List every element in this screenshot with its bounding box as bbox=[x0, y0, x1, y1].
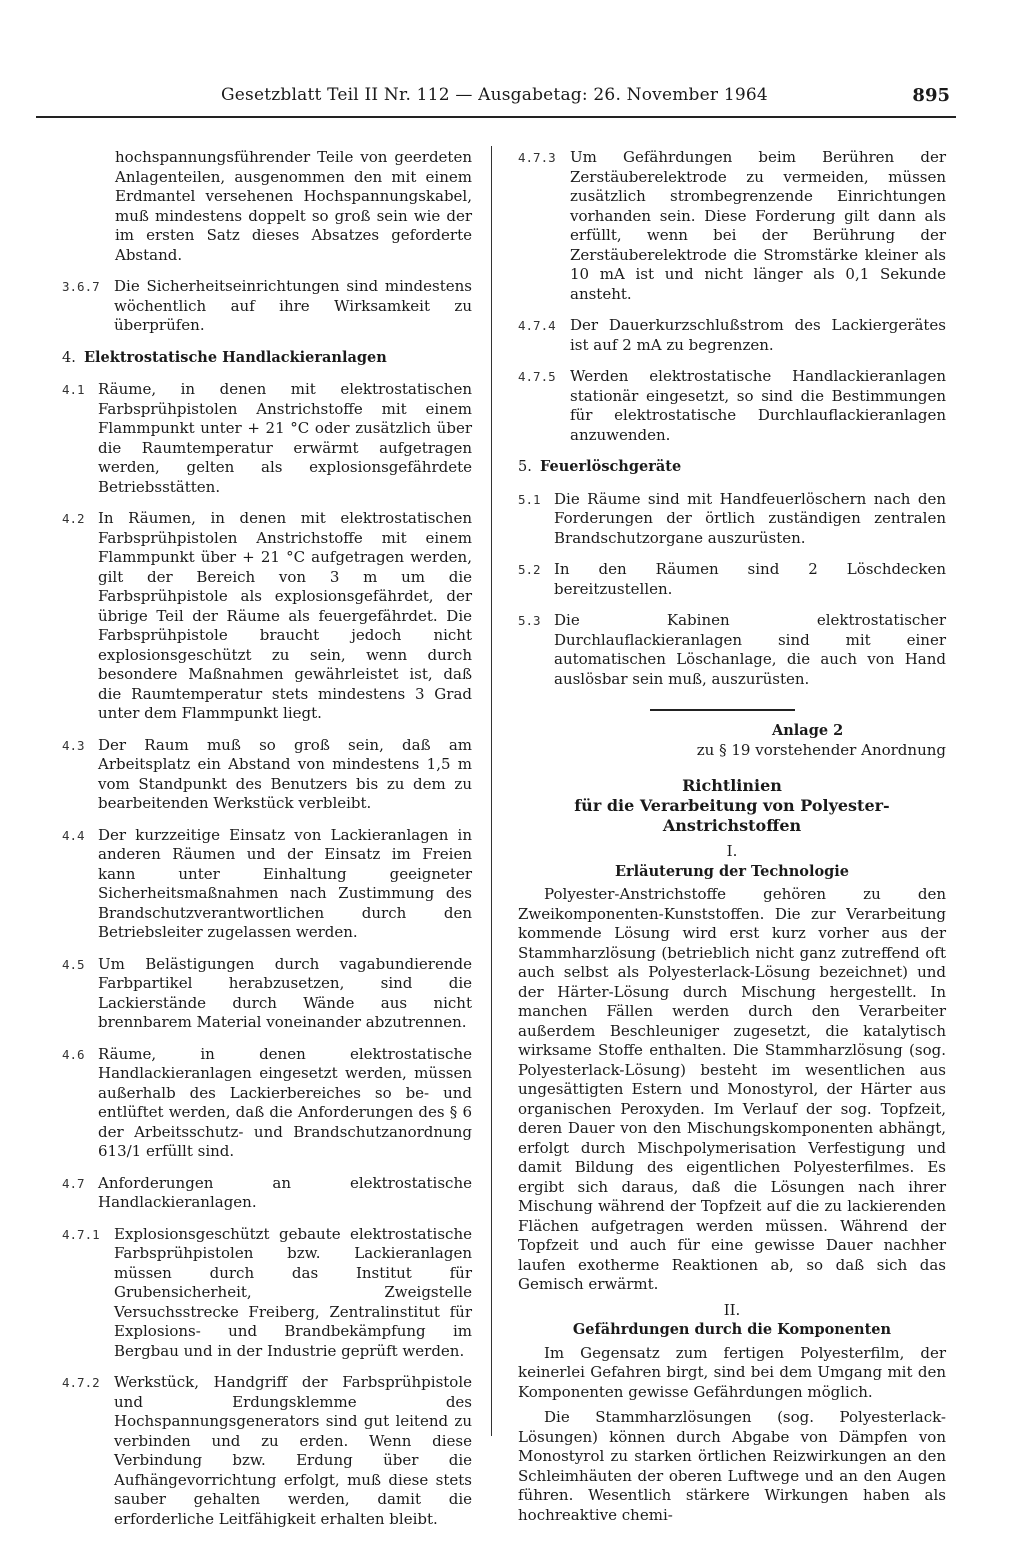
item-number: 4.5 bbox=[62, 956, 85, 972]
guidelines-subheading: für die Verarbeitung von Polyester-Anstrichstoffen bbox=[574, 796, 890, 835]
section-title: Feuerlöschgeräte bbox=[540, 458, 682, 475]
item-5-1 bbox=[518, 490, 946, 549]
item-4-7 bbox=[62, 1174, 472, 1213]
item-number: 4.7.3 bbox=[518, 150, 556, 165]
section-number: 5. bbox=[518, 459, 532, 475]
item-4-2 bbox=[62, 509, 472, 724]
section-heading-4 bbox=[62, 348, 472, 369]
item-number: 4.2 bbox=[62, 511, 85, 526]
annex-title: Anlage 2 bbox=[772, 722, 844, 739]
item-text: Der Dauerkurzschlußstrom des Lackiergerätes ist auf 2 mA zu begrenzen. bbox=[570, 316, 946, 354]
part-numeral-2: II. bbox=[723, 1300, 741, 1319]
item-number: 4.3 bbox=[62, 737, 85, 753]
item-number: 5.1 bbox=[518, 491, 541, 507]
paragraph: Die Stammharzlösungen (sog. Polyesterlack-Lösungen) können durch Abgabe von Dämpfen von Monostyrol zu starken örtlichen Reizwirkungen an den Schleimhäuten der oberen Luftwege und an den Augen führen. Wesentlich stärkere Wirkungen haben als hochreaktive chemi- bbox=[518, 1408, 946, 1524]
item-number: 5.2 bbox=[518, 562, 541, 577]
item-text: Räume, in denen mit elektrostatischen Farbsprühpistolen Anstrichstoffe mit einem Flammpunkt unter + 21 °C oder zusätzlich über die Raumtemperatur erwärmt aufgetragen werden, gelten als explosionsgefährdete Betriebsstätten. bbox=[98, 380, 472, 496]
item-text: Um Gefährdungen beim Berühren der Zerstäuberelektrode zu vermeiden, müssen zusätzlich strombegrenzende Einrichtungen vorhanden sein. Diese Forderung gilt dann als erfüllt, wenn bei der Berührung der Zerstäuberelektrode die Stromstärke kleiner als 10 mA ist und nicht länger als 0,1 Sekunde ansteht. bbox=[570, 148, 946, 303]
item-number: 4.7.5 bbox=[518, 369, 556, 384]
part-title-1: Erläuterung der Technologie bbox=[614, 862, 849, 880]
section-heading-5 bbox=[518, 457, 946, 478]
left-column bbox=[62, 148, 472, 1541]
item-5-2 bbox=[518, 560, 946, 599]
item-text: Die Kabinen elektrostatischer Durchlauflackieranlagen sind mit einer automatischen Löschanlage, die auch von Hand auslösbar sein muß, auszurüsten. bbox=[554, 611, 946, 688]
page-header bbox=[36, 86, 956, 116]
item-text: In den Räumen sind 2 Löschdecken bereitzustellen. bbox=[554, 560, 946, 598]
item-number: 4.7 bbox=[62, 1175, 85, 1191]
part-title-2: Gefährdungen durch die Komponenten bbox=[572, 1321, 892, 1338]
item-number: 4.7.4 bbox=[518, 318, 556, 333]
item-4-7-3 bbox=[518, 148, 946, 304]
continued-paragraph: hochspannungsführender Teile von geerdeten Anlagenteilen, ausgenommen den mit einem Erdmantel versehenen Hochspannungskabel, muß mindestens doppelt so groß sein wie der im ersten Satz dieses Absatzes geforderte Abstand. bbox=[115, 148, 472, 264]
section-title: Elektrostatische Handlackieranlagen bbox=[84, 348, 387, 366]
item-4-7-4 bbox=[518, 316, 946, 355]
section-divider bbox=[650, 709, 795, 711]
item-number: 3.6.7 bbox=[62, 279, 100, 294]
paragraph: Im Gegensatz zum fertigen Polyesterfilm, der keinerlei Gefahren birgt, sind bei dem Umgang mit den Komponenten gewisse Gefährdungen möglich. bbox=[518, 1343, 946, 1401]
item-5-3 bbox=[518, 611, 946, 689]
item-4-7-2 bbox=[62, 1373, 472, 1529]
item-4-7-5 bbox=[518, 367, 946, 445]
item-text: Der Raum muß so groß sein, daß am Arbeitsplatz ein Abstand von mindestens 1,5 m vom Standpunkt des Benutzers bis zu dem zu bearbeitenden Werkstück verbleibt. bbox=[98, 735, 472, 812]
item-number: 4.1 bbox=[62, 382, 85, 397]
item-text: Werkstück, Handgriff der Farbsprühpistole und Erdungsklemme des Hochspannungsgenerators sind gut leitend zu verbinden und zu erden. Wenn diese Verbindung bzw. Erdung über die Aufhängevorrichtung erfolgt, muß diese stets sauber gehalten werden, damit die erforderliche Leitfähigkeit erhalten bleibt. bbox=[114, 1373, 472, 1528]
item-number: 5.3 bbox=[518, 613, 541, 628]
item-text: In Räumen, in denen mit elektrostatischen Farbsprühpistolen Anstrichstoffe mit einem Flammpunkt über + 21 °C aufgetragen werden, gilt der Bereich von 3 m um die Farbsprühpistole als explosionsgefährdet, der übrige Teil der Räume als feuergefährdet. Die Farbsprühpistole braucht jedoch nicht explosionsgeschützt zu sein, wenn durch besondere Maßnahmen gewährleistet ist, daß die Raumtemperatur stets mindestens 3 Grad unter dem Flammpunkt liegt. bbox=[98, 509, 472, 722]
header-title: Gesetzblatt Teil II Nr. 112 — Ausgabetag: 26. November 1964 bbox=[221, 85, 768, 105]
item-number: 4.7.2 bbox=[62, 1375, 100, 1390]
item-text: Die Räume sind mit Handfeuerlöschern nach den Forderungen der örtlich zuständigen zentralen Brandschutzorgane auszurüsten. bbox=[554, 489, 946, 547]
paragraph: Polyester-Anstrichstoffe gehören zu den Zweikomponenten-Kunststoffen. Die zur Verarbeitung kommende Lösung wird erst kurz vorher aus der Stammharzlösung (betrieblich nicht ganz zutreffend oft auch selbst als Polyesterlack-Lösung bezeichnet) und der Härter-Lösung durch Mischung hergestellt. In manchen Fällen werden durch den Verarbeiter außerdem Beschleuniger zugesetzt, die katalytisch wirksame Stoffe enthalten. Die Stammharzlösung (sog. Polyesterlack-Lösung) besteht im wesentlichen aus ungesättigten Estern und Monostyrol, der Härter aus organischen Peroxyden. Im Verlauf der sog. Topfzeit, deren Dauer von den Mischungskomponenten abhängt, erfolgt durch Mischpolymerisation Verfestigung und damit Bildung des eigentlichen Polyesterfilmes. Es ergibt sich daraus, daß die Lösungen nach ihrer Mischung während der Topfzeit auf die zu lackierenden Flächen aufgetragen werden müssen. Während der Topfzeit und auch für eine gewisse Dauer nachher laufen exotherme Reaktionen ab, so daß sich das Gemisch erwärmt. bbox=[518, 885, 946, 1293]
item-text: Um Belästigungen durch vagabundierende Farbpartikel herabzusetzen, sind die Lackierstände durch Wände aus nicht brennbarem Material voneinander abzutrennen. bbox=[98, 954, 472, 1031]
item-text: Räume, in denen elektrostatische Handlackieranlagen eingesetzt werden, müssen außerhalb des Lackierbereiches so be- und entlüftet werden, daß die Anforderungen des § 6 der Arbeitsschutz- und Brandschutzanordnung 613/1 erfüllt sind. bbox=[98, 1044, 472, 1160]
item-4-4 bbox=[62, 826, 472, 943]
item-4-5 bbox=[62, 955, 472, 1033]
item-3-6-7 bbox=[62, 277, 472, 336]
item-4-3 bbox=[62, 736, 472, 814]
item-text: Anforderungen an elektrostatische Handlackieranlagen. bbox=[98, 1173, 472, 1211]
item-4-1 bbox=[62, 380, 472, 497]
right-column bbox=[518, 148, 946, 1531]
item-number: 4.4 bbox=[62, 827, 85, 843]
item-text: Der kurzzeitige Einsatz von Lackieranlagen in anderen Räumen und der Einsatz im Freien kann unter Einhaltung geeigneter Sicherheitsmaßnahmen nach Zustimmung des Brandschutzverantwortlichen durch den Betriebsleiter zugelassen werden. bbox=[98, 825, 472, 941]
item-text: Werden elektrostatische Handlackieranlagen stationär eingesetzt, so sind die Bestimmungen für elektrostatische Durchlauflackieranlagen anzuwenden. bbox=[570, 367, 946, 444]
page-number: 895 bbox=[912, 85, 950, 106]
column-divider bbox=[491, 146, 492, 1436]
item-number: 4.6 bbox=[62, 1046, 85, 1062]
annex-subtitle: zu § 19 vorstehender Anordnung bbox=[696, 740, 946, 759]
section-number: 4. bbox=[62, 349, 76, 366]
item-number: 4.7.1 bbox=[62, 1226, 100, 1242]
item-4-7-1 bbox=[62, 1225, 472, 1362]
header-rule bbox=[36, 116, 956, 118]
part-numeral-1: I. bbox=[726, 842, 738, 860]
item-4-6 bbox=[62, 1045, 472, 1162]
item-text: Explosionsgeschützt gebaute elektrostatische Farbsprühpistolen bzw. Lackieranlagen müssen durch das Institut für Grubensicherheit, Zweigstelle Versuchsstrecke Freiberg, Zentralinstitut für Explosions- und Brandbekämpfung im Bergbau und in der Industrie geprüft werden. bbox=[114, 1224, 472, 1360]
guidelines-heading: Richtlinien bbox=[682, 776, 782, 795]
item-text: Die Sicherheitseinrichtungen sind mindestens wöchentlich auf ihre Wirksamkeit zu überprüfen. bbox=[114, 277, 472, 334]
